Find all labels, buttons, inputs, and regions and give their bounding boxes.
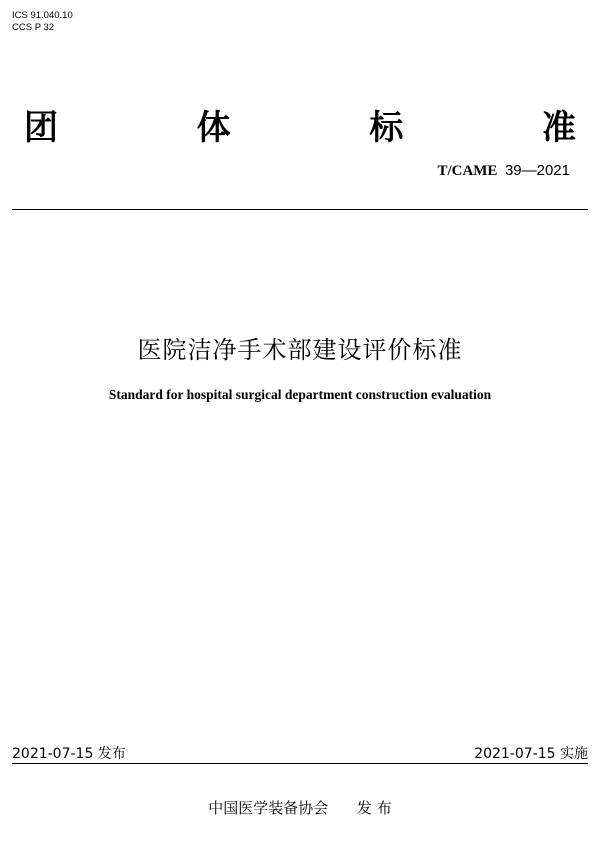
standard-code: 39—2021 xyxy=(504,162,570,179)
title-chinese: 医院洁净手术部建设评价标准 xyxy=(137,336,463,364)
ics-code: ICS 91.040.10 xyxy=(12,10,73,21)
category-char: 体 xyxy=(196,108,231,148)
standard-prefix: T/CAME xyxy=(437,163,498,179)
publisher-line xyxy=(0,797,600,818)
top-divider xyxy=(12,209,588,210)
standard-category xyxy=(24,100,576,149)
classification-codes xyxy=(12,10,73,34)
category-char: 团 xyxy=(24,108,58,148)
category-char: 标 xyxy=(369,108,404,148)
publisher-name: 中国医学装备协会 xyxy=(208,799,329,817)
standard-number xyxy=(437,162,570,180)
publish-label: 发 布 xyxy=(356,799,392,817)
effective-date: 2021-07-15 实施 xyxy=(474,746,588,762)
bottom-divider xyxy=(12,763,588,764)
ccs-code: CCS P 32 xyxy=(12,22,55,33)
category-char: 准 xyxy=(541,108,576,148)
title-english: Standard for hospital surgical department construction evaluation xyxy=(108,387,492,402)
issue-date: 2021-07-15 发布 xyxy=(12,746,126,762)
